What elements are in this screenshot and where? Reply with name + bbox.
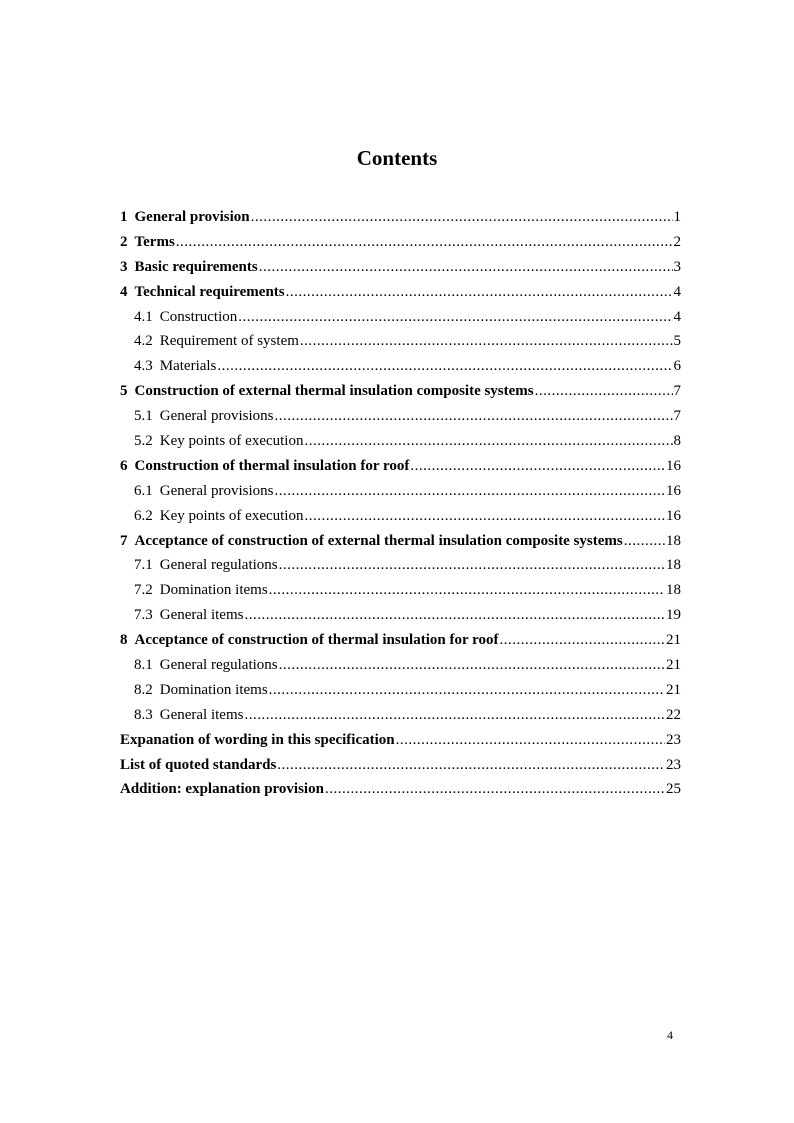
- toc-entry-chapter[interactable]: [120, 530, 681, 555]
- toc-entry-label: Construction: [159, 308, 238, 325]
- toc-entry-number: 8.2: [134, 681, 153, 698]
- dot-leader: [269, 579, 665, 601]
- toc-entry-page: 21: [666, 681, 681, 698]
- dot-leader: [304, 430, 672, 452]
- toc-entry-chapter[interactable]: [120, 231, 681, 256]
- toc-entry-label: Domination items: [159, 681, 268, 698]
- dot-leader: [251, 206, 673, 228]
- toc-entry-label: General regulations: [159, 657, 278, 674]
- dot-leader: [244, 704, 665, 726]
- toc-entry-label: General regulations: [159, 557, 278, 574]
- toc-entry-page: 18: [666, 557, 681, 574]
- toc-entry-section[interactable]: [120, 654, 681, 679]
- toc-entry-label: Construction of thermal insulation for roof: [134, 457, 410, 474]
- toc-entry-number: 7.3: [134, 607, 153, 624]
- toc-entry-label: Terms: [134, 233, 175, 250]
- toc-entry-page: 1: [673, 209, 681, 225]
- toc-entry-chapter[interactable]: [120, 256, 681, 281]
- toc-entry-chapter[interactable]: [120, 206, 681, 231]
- toc-entry-number: 8.1: [134, 657, 153, 674]
- toc-entry-label: General provision: [134, 209, 250, 225]
- dot-leader: [176, 231, 673, 253]
- dot-leader: [325, 778, 665, 800]
- toc-entry-chapter[interactable]: [120, 629, 681, 654]
- toc-entry-page: 6: [673, 358, 681, 375]
- dot-leader: [238, 306, 672, 328]
- toc-entry-number: 6.2: [134, 507, 153, 524]
- dot-leader: [279, 554, 665, 576]
- toc-entry-number: 5: [120, 383, 128, 400]
- toc-entry-page: 18: [666, 582, 681, 599]
- toc-entry-label: Domination items: [159, 582, 268, 599]
- toc-entry-number: 7: [120, 532, 128, 549]
- toc-entry-chapter[interactable]: [120, 380, 681, 405]
- toc-entry-page: 21: [666, 657, 681, 674]
- toc-entry-number: 4.3: [134, 358, 153, 375]
- toc-entry-number: 7.2: [134, 582, 153, 599]
- toc-entry-number: 8: [120, 632, 128, 649]
- toc-entry-label: Construction of external thermal insulation composite systems: [134, 383, 534, 400]
- toc-entry-page: 19: [666, 607, 681, 624]
- toc-entry-number: 5.1: [134, 408, 153, 425]
- toc-entry-number: 7.1: [134, 557, 153, 574]
- dot-leader: [259, 256, 673, 278]
- toc-entry-page: 23: [666, 756, 681, 773]
- toc-entry-number: 4.2: [134, 333, 153, 350]
- toc-entry-label: Basic requirements: [134, 258, 258, 275]
- dot-leader: [499, 629, 665, 651]
- toc-entry-number: 1: [120, 209, 128, 225]
- toc-entry-chapter[interactable]: [120, 778, 681, 803]
- toc-entry-chapter[interactable]: [120, 281, 681, 306]
- toc-entry-number: 3: [120, 258, 128, 275]
- toc-entry-section[interactable]: [120, 430, 681, 455]
- toc-entry-section[interactable]: [120, 330, 681, 355]
- toc-entry-page: 8: [673, 433, 681, 450]
- dot-leader: [286, 281, 673, 303]
- toc-entry-section[interactable]: [120, 505, 681, 530]
- toc-entry-number: 5.2: [134, 433, 153, 450]
- toc-entry-label: Acceptance of construction of thermal insulation for roof: [134, 632, 499, 649]
- toc-entry-page: 18: [666, 532, 681, 549]
- dot-leader: [624, 530, 665, 552]
- dot-leader: [304, 505, 665, 527]
- toc-entry-section[interactable]: [120, 704, 681, 729]
- toc-entry-label: Technical requirements: [134, 283, 285, 300]
- toc-entry-label: List of quoted standards: [120, 756, 277, 773]
- toc-entry-label: Addition: explanation provision: [120, 781, 324, 798]
- toc-entry-label: Materials: [159, 358, 217, 375]
- toc-entry-page: 21: [666, 632, 681, 649]
- toc-entry-label: Expanation of wording in this specification: [120, 731, 395, 748]
- toc-entry-section[interactable]: [120, 405, 681, 430]
- toc-entry-section[interactable]: [120, 306, 681, 331]
- dot-leader: [217, 355, 672, 377]
- dot-leader: [274, 405, 672, 427]
- toc-entry-number: 2: [120, 233, 128, 250]
- dot-leader: [279, 654, 665, 676]
- toc-entry-page: 7: [673, 408, 681, 425]
- dot-leader: [300, 330, 673, 352]
- toc-entry-section[interactable]: [120, 579, 681, 604]
- dot-leader: [410, 455, 665, 477]
- toc-entry-section[interactable]: [120, 604, 681, 629]
- dot-leader: [244, 604, 665, 626]
- toc-entry-section[interactable]: [120, 554, 681, 579]
- toc-entry-page: 16: [666, 507, 681, 524]
- toc-entry-page: 3: [673, 258, 681, 275]
- toc-entry-section[interactable]: [120, 355, 681, 380]
- toc-entry-number: 8.3: [134, 706, 153, 723]
- toc-entry-chapter[interactable]: [120, 729, 681, 754]
- toc-entry-label: General provisions: [159, 482, 274, 499]
- toc-entry-page: 7: [673, 383, 681, 400]
- page-title: Contents: [356, 146, 438, 170]
- dot-leader: [396, 729, 665, 751]
- toc-entry-page: 2: [673, 233, 681, 250]
- toc-entry-label: Key points of execution: [159, 507, 304, 524]
- dot-leader: [269, 679, 665, 701]
- toc-entry-page: 4: [673, 283, 681, 300]
- dot-leader: [535, 380, 673, 402]
- toc-entry-number: 6.1: [134, 482, 153, 499]
- toc-entry-chapter[interactable]: [120, 754, 681, 779]
- toc-entry-number: 6: [120, 457, 128, 474]
- dot-leader: [277, 754, 665, 776]
- toc-entry-chapter[interactable]: [120, 455, 681, 480]
- toc-entry-label: Requirement of system: [159, 333, 299, 350]
- toc-entry-page: 4: [673, 308, 681, 325]
- toc-entry-section[interactable]: [120, 679, 681, 704]
- toc-entry-page: 23: [666, 731, 681, 748]
- toc-entry-label: General items: [159, 706, 244, 723]
- dot-leader: [274, 480, 665, 502]
- toc-entry-section[interactable]: [120, 480, 681, 505]
- toc-entry-page: 16: [666, 457, 681, 474]
- toc-entry-number: 4.1: [134, 308, 153, 325]
- toc-entry-page: 25: [666, 781, 681, 798]
- toc-entry-page: 16: [666, 482, 681, 499]
- toc-entry-number: 4: [120, 283, 128, 300]
- toc-entry-label: Acceptance of construction of external thermal insulation composite systems: [134, 532, 623, 549]
- toc-entry-page: 22: [666, 706, 681, 723]
- toc-entry-label: General provisions: [159, 408, 274, 425]
- toc-entry-label: General items: [159, 607, 244, 624]
- page-number: 4: [667, 1028, 673, 1042]
- table-of-contents: [120, 206, 681, 803]
- toc-entry-page: 5: [673, 333, 681, 350]
- toc-entry-label: Key points of execution: [159, 433, 304, 450]
